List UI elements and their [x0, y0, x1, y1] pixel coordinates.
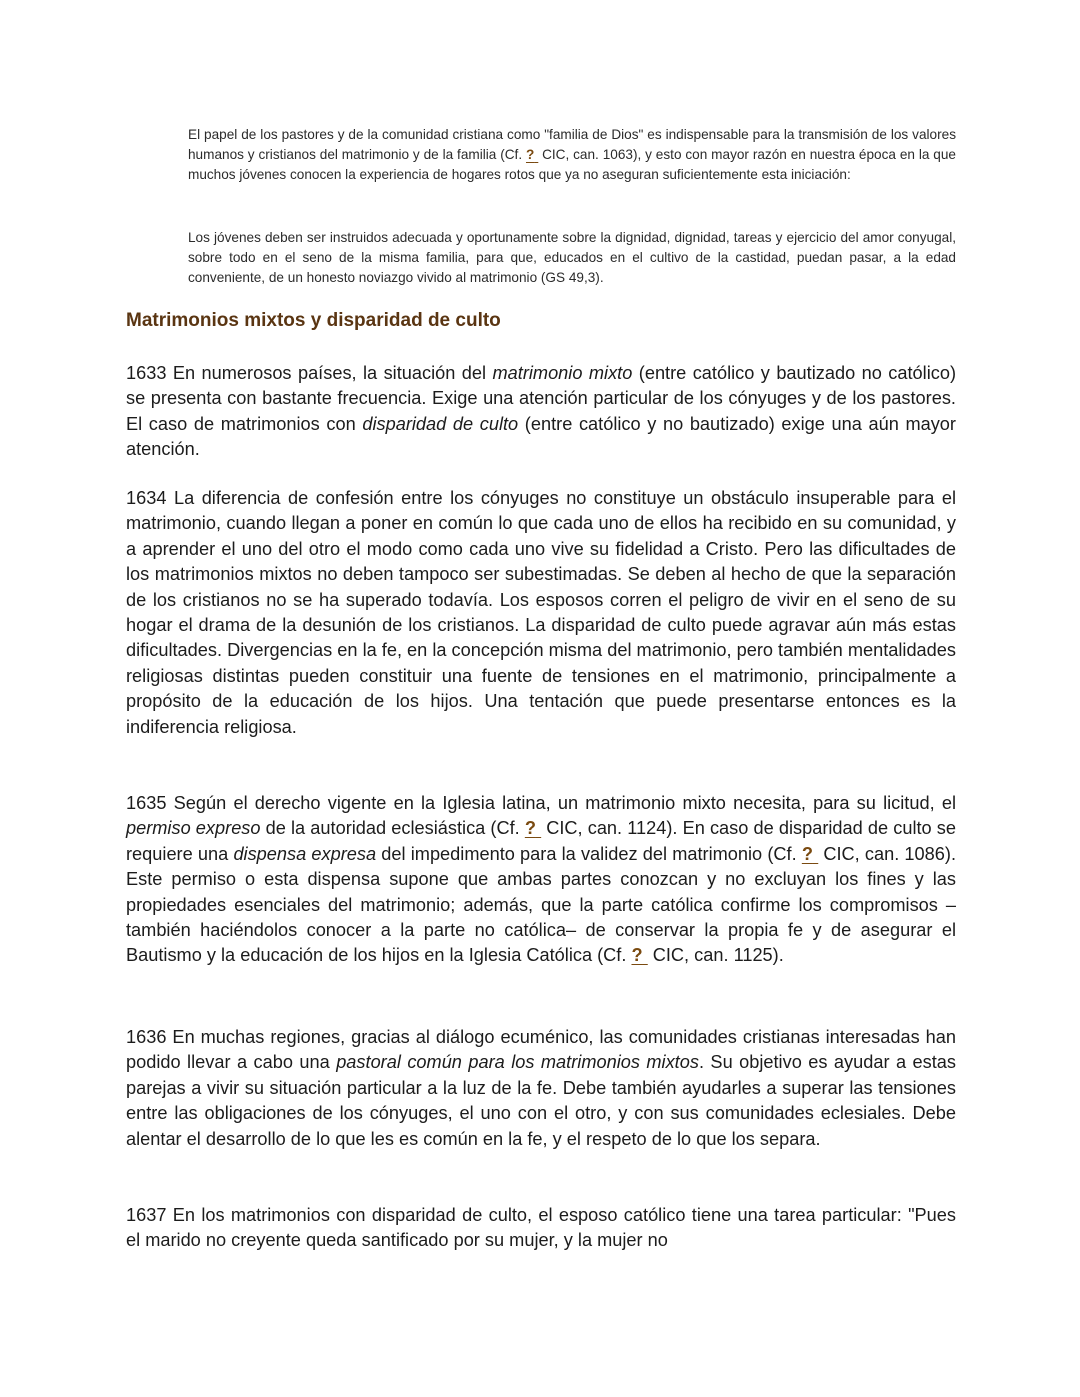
- emphasis-text: matrimonio mixto: [492, 363, 633, 383]
- reference-link[interactable]: ?: [631, 945, 643, 966]
- paragraph-text: 1636 En muchas regiones, gracias al diálogo ecuménico, las comunidades cristianas interesadas han podido llevar a cabo una: [126, 1027, 956, 1073]
- paragraph-text: de la autoridad eclesiástica (Cf.: [260, 818, 525, 839]
- paragraph-1635: [126, 791, 956, 969]
- reference-link[interactable]: ?: [801, 843, 813, 864]
- reference-link[interactable]: ?: [525, 147, 535, 162]
- section-heading: Matrimonios mixtos y disparidad de culto: [126, 310, 501, 331]
- paragraph-text: CIC, can. 1086). Este permiso o esta dispensa supone que ambas partes conozcan y no excluyan los fines y las propiedades esenciales del matrimonio; además, que la parte católica confirme los compromisos –también haciéndolos conocer a la parte no católica– de conservar la propia fe y de asegurar el Bautismo y la educación de los hijos en la Iglesia Católica (Cf.: [126, 843, 956, 966]
- quote-paragraph-1: [188, 125, 956, 185]
- emphasis-text: permiso expreso: [126, 818, 261, 839]
- paragraph-text: (entre católico y no bautizado) exige una aún mayor atención.: [126, 413, 956, 460]
- paragraph-1634: 1634 La diferencia de confesión entre los cónyuges no constituye un obstáculo insuperable para el matrimonio, cuando llegan a poner en común lo que cada uno de ellos ha recibido en su comunidad, y a aprender el uno del otro el modo como cada uno vive su fidelidad a Cristo. Pero las dificultades de los matrimonios mixtos no deben tampoco ser subestimadas. Se deben al hecho de que la separación de los cristianos no se ha superado todavía. Los esposos corren el peligro de vivir en el seno de su hogar el drama de la desunión de los cristianos. La disparidad de culto puede agravar aún más estas dificultades. Divergencias en la fe, en la concepción misma del matrimonio, pero también mentalidades religiosas distintas pueden constituir una fuente de tensiones en el matrimonio, principalmente a propósito de la educación de los hijos. Una tentación que puede presentarse entonces es la indiferencia religiosa.: [126, 488, 956, 737]
- paragraph-text: 1635 Según el derecho vigente en la Iglesia latina, un matrimonio mixto necesita, para su licitud, el: [126, 793, 956, 813]
- quote-text: El papel de los pastores y de la comunidad cristiana como "familia de Dios" es indispensable para la transmisión de los valores humanos y cristianos del matrimonio y de la familia (Cf.: [188, 127, 956, 162]
- emphasis-text: pastoral común para los matrimonios mixtos: [336, 1052, 699, 1073]
- paragraph-1637: 1637 En los matrimonios con disparidad de culto, el esposo católico tiene una tarea particular: "Pues el marido no creyente queda santificado por su mujer, y la mujer no: [126, 1205, 956, 1251]
- paragraph-text: CIC, can. 1125).: [647, 945, 784, 966]
- paragraph-text: CIC, can. 1124). En caso de disparidad de culto se requiere una: [126, 818, 956, 864]
- paragraph-text: (entre católico y bautizado no católico) se presenta con bastante frecuencia. Exige una atención particular de los cónyuges y de los pastores. El caso de matrimonios con: [126, 363, 956, 434]
- paragraph-1636: [126, 1025, 956, 1152]
- quote-text: CIC, can. 1063), y esto con mayor razón en nuestra época en la que muchos jóvenes conocen la experiencia de hogares rotos que ya no aseguran suficientemente esta iniciación:: [188, 147, 956, 182]
- paragraph-1633: [126, 361, 956, 463]
- quote-paragraph-2: Los jóvenes deben ser instruidos adecuada y oportunamente sobre la dignidad, dignidad, tareas y ejercicio del amor conyugal, sobre todo en el seno de la misma familia, para que, educados en el cultivo de la castidad, puedan pasar, a la edad conveniente, de un honesto noviazgo vivido al matrimonio (GS 49,3).: [188, 230, 956, 285]
- paragraph-text: 1633 En numerosos países, la situación del: [126, 363, 493, 383]
- paragraph-text: del impedimento para la validez del matrimonio (Cf.: [376, 843, 802, 864]
- reference-link[interactable]: ?: [524, 818, 536, 839]
- emphasis-text: disparidad de culto: [362, 413, 519, 434]
- paragraph-text: . Su objetivo es ayudar a estas parejas a vivir su situación particular a la luz de la fe. Debe también ayudarles a superar las tensiones entre las obligaciones de los cónyuges, el uno con el otro, y con sus comunidades eclesiales. Debe alentar el desarrollo de lo que les es común en la fe, y el respeto de lo que los separa.: [126, 1052, 956, 1149]
- emphasis-text: dispensa expresa: [233, 843, 377, 864]
